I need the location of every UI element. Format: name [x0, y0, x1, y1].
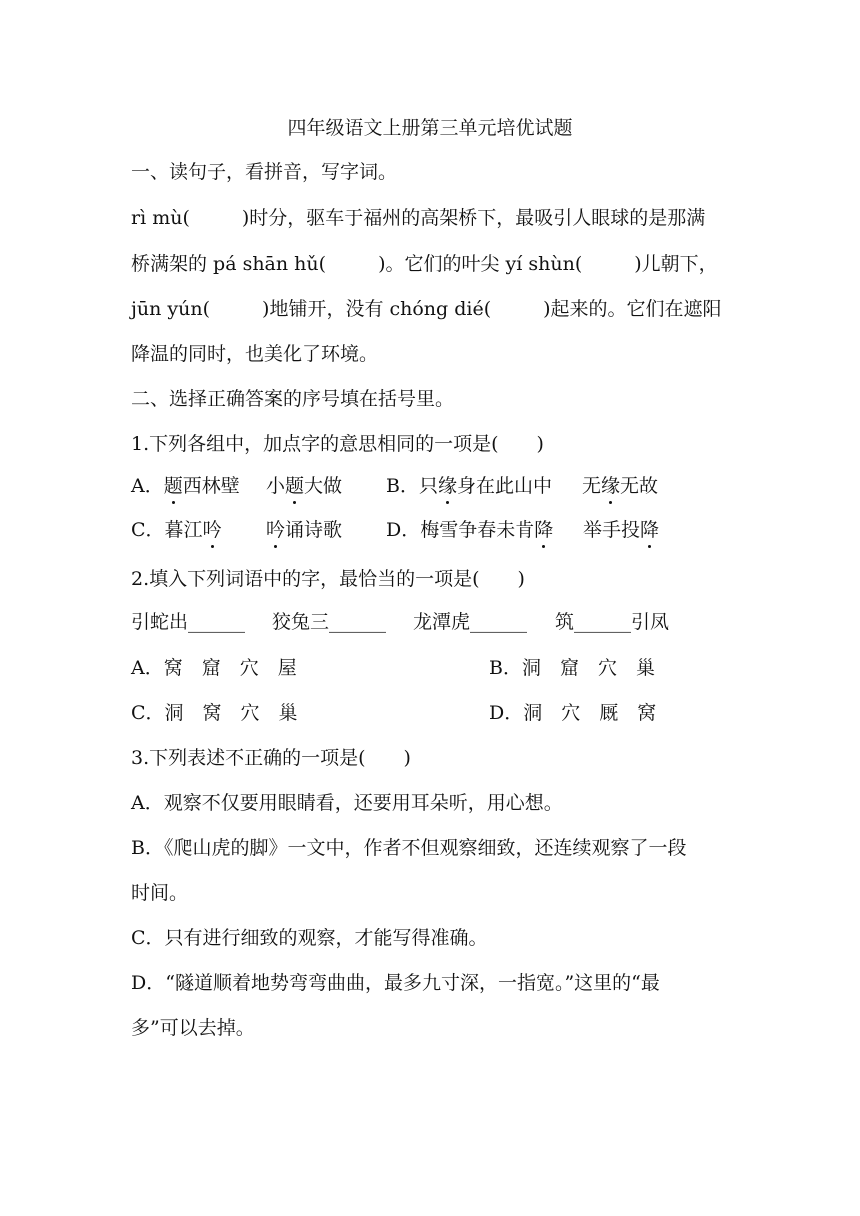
option-d[interactable]: D．洞 穴 厩 窝: [489, 702, 657, 724]
question3-option-c[interactable]: C．只有进行细致的观察，才能写得准确。: [131, 927, 488, 949]
section1-line3: jūn yún( )地铺开，没有 chóng dié( )起来的。它们在遮阳: [131, 298, 722, 320]
question3-option-b-cont: 时间。: [131, 882, 189, 904]
option-a[interactable]: A．题西林壁: [131, 472, 240, 500]
question3-stem: 3.下列表述不正确的一项是( ): [131, 747, 411, 769]
option-a[interactable]: A．窝 窟 穴 屋: [131, 657, 297, 679]
idiom-blank-3: 龙潭虎______: [413, 611, 528, 633]
question2-stem: 2.填入下列词语中的字，最恰当的一项是( ): [131, 568, 525, 590]
option-d[interactable]: D．梅雪争春未肯降: [386, 516, 553, 544]
question3-option-b[interactable]: B．《爬山虎的脚》一文中，作者不但观察细致，还连续观察了一段: [131, 837, 687, 859]
option-c[interactable]: C．洞 窝 穴 巢: [131, 702, 298, 724]
option-b[interactable]: B．只缘身在此山中: [386, 472, 552, 500]
idiom-blank-4: 筑______引凤: [555, 611, 670, 633]
option-b[interactable]: B．洞 窟 穴 巢: [489, 657, 655, 679]
section1-line4: 降温的同时，也美化了环境。: [131, 343, 379, 365]
question3-option-d[interactable]: D．“隧道顺着地势弯弯曲曲，最多九寸深，一指宽。”这里的“最: [131, 972, 660, 994]
question3-option-a[interactable]: A．观察不仅要用眼睛看，还要用耳朵听，用心想。: [131, 792, 563, 814]
section1-heading: 一、读句子，看拼音，写字词。: [131, 161, 398, 183]
option-c-word2: 吟诵诗歌: [266, 516, 342, 544]
section1-line1: rì mù( )时分，驱车于福州的高架桥下，最吸引人眼球的是那满: [131, 207, 706, 229]
idiom-blank-1: 引蛇出______: [131, 611, 246, 633]
idiom-blank-2: 狡兔三______: [272, 611, 387, 633]
question1-stem: 1.下列各组中，加点字的意思相同的一项是( ): [131, 433, 544, 455]
page-title: 四年级语文上册第三单元培优试题: [287, 117, 573, 139]
question3-option-d-cont: 多”可以去掉。: [131, 1017, 255, 1039]
option-c[interactable]: C．暮江吟: [131, 516, 222, 544]
section1-line2: 桥满架的 pá shān hǔ( )。它们的叶尖 yí shùn( )儿朝下，: [131, 253, 718, 275]
option-b-word2: 无缘无故: [582, 472, 658, 500]
section2-heading: 二、选择正确答案的序号填在括号里。: [131, 388, 455, 410]
option-d-word2: 举手投降: [583, 516, 659, 544]
option-a-word2: 小题大做: [266, 472, 342, 500]
